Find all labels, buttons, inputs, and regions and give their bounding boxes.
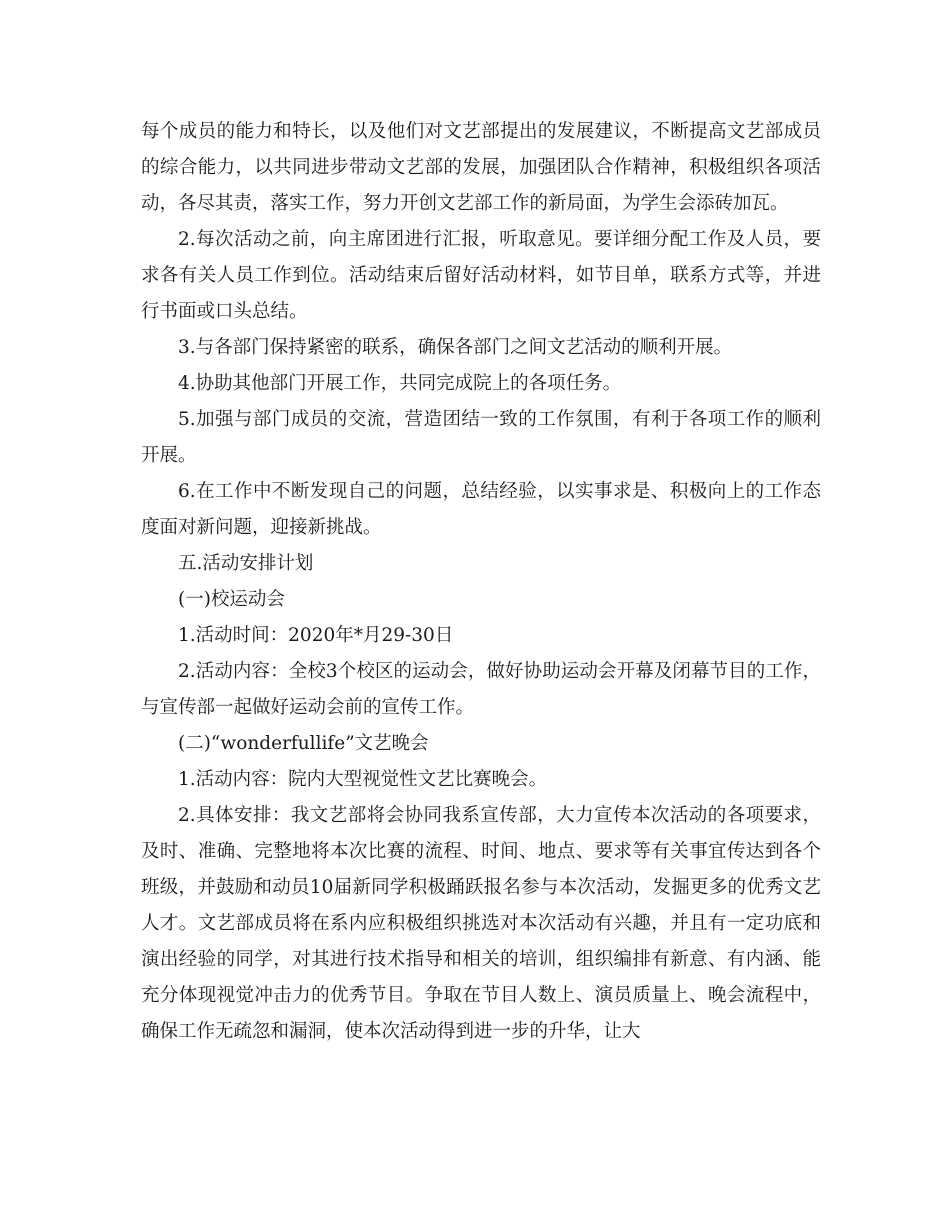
gala-arrangement: 2.具体安排：我文艺部将会协同我系宣传部，大力宣传本次活动的各项要求，及时、准确、完整地将本次比赛的流程、时间、地点、要求等有关事宜传达到各个班级，并鼓励和动员10届新同学积极踊跃报名参与本次活动，发掘更多的优秀文艺人才。文艺部成员将在系内应积极组织挑选对本次活动有兴趣，并且有一定功底和演出经验的同学，对其进行技术指导和相关的培训，组织编排有新意、有内涵、能充分体现视觉冲击力的优秀节目。争取在节目人数上、演员质量上、晚会流程中，确保工作无疏忽和漏洞，使本次活动得到进一步的升华，让大: [141, 805, 821, 1042]
gala-content: 1.活动内容：院内大型视觉性文艺比赛晚会。: [178, 769, 548, 790]
paragraph-item-5: 5.加强与部门成员的交流，营造团结一致的工作氛围，有利于各项工作的顺利开展。: [141, 409, 821, 466]
paragraph-item-6: 6.在工作中不断发现自己的问题，总结经验，以实事求是、积极向上的工作态度面对新问题，迎接新挑战。: [141, 481, 821, 538]
document-body: [141, 114, 821, 1050]
paragraph-item-4: 4.协助其他部门开展工作，共同完成院上的各项任务。: [178, 373, 622, 394]
sports-meet-time: 1.活动时间：2020年*月29-30日: [178, 625, 454, 646]
paragraph-item-2: 2.每次活动之前，向主席团进行汇报，听取意见。要详细分配工作及人员，要求各有关人员工作到位。活动结束后留好活动材料，如节目单，联系方式等，并进行书面或口头总结。: [141, 229, 821, 322]
sports-meet-content: 2.活动内容：全校3个校区的运动会，做好协助运动会开幕及闭幕节目的工作，与宣传部一起做好运动会前的宣传工作。: [141, 661, 821, 718]
paragraph-continuation: 每个成员的能力和特长，以及他们对文艺部提出的发展建议，不断提高文艺部成员的综合能力，以共同进步带动文艺部的发展，加强团队合作精神，积极组织各项活动，各尽其责，落实工作，努力开创文艺部工作的新局面，为学生会添砖加瓦。: [141, 121, 821, 214]
paragraph-item-3: 3.与各部门保持紧密的联系，确保各部门之间文艺活动的顺利开展。: [178, 337, 733, 358]
section-heading-activity-plan: 五.活动安排计划: [178, 553, 314, 574]
subsection-heading-sports-meet: (一)校运动会: [178, 589, 285, 610]
subsection-heading-gala: (二)“wonderfullife”文艺晚会: [178, 733, 429, 754]
